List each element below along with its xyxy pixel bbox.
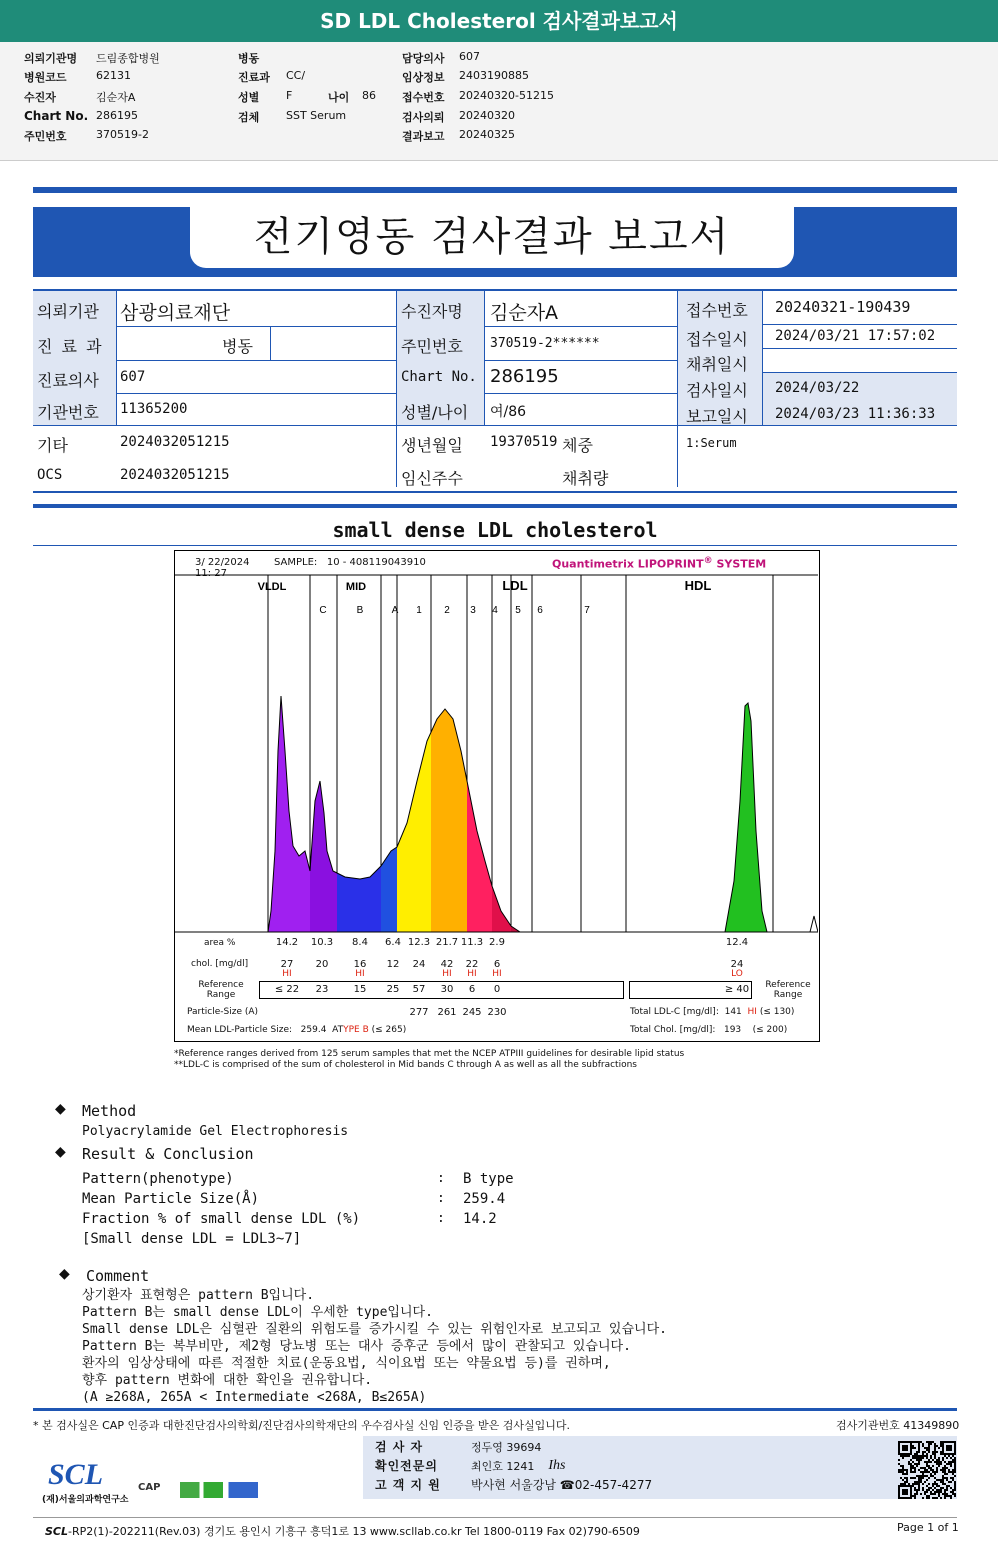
chol-flag: HI bbox=[282, 969, 292, 979]
band-fill bbox=[268, 551, 310, 932]
field-label: 주민번호 bbox=[401, 337, 463, 356]
field-value: 병동 bbox=[222, 337, 253, 356]
field-value: 김순자A bbox=[490, 302, 559, 324]
ref-value: 30 bbox=[440, 984, 454, 995]
area-value: 12.4 bbox=[725, 937, 749, 948]
area-value: 14.2 bbox=[275, 937, 299, 948]
comment-line: Pattern B는 small dense LDL이 우세한 type입니다. bbox=[82, 1305, 433, 1320]
scl-logo: SCL bbox=[48, 1458, 104, 1491]
top-col3 bbox=[402, 50, 602, 147]
chart-sample: SAMPLE: 10 - 408119043910 bbox=[274, 557, 426, 568]
comment-line: 상기환자 표현형은 pattern B입니다. bbox=[82, 1288, 315, 1303]
particle-size-value: 230 bbox=[487, 1007, 507, 1018]
ref-value: 57 bbox=[412, 984, 426, 995]
comment-body bbox=[82, 1287, 667, 1406]
divider bbox=[33, 187, 957, 193]
label: 검사의뢰 bbox=[402, 111, 445, 124]
field-label: 수진자명 bbox=[401, 302, 463, 321]
result-value: 14.2 bbox=[463, 1211, 497, 1227]
group-label-mid: MID bbox=[345, 581, 367, 593]
chol-value: 12 bbox=[386, 959, 400, 970]
brand-tail: SYSTEM bbox=[712, 557, 767, 571]
area-value: 11.3 bbox=[460, 937, 484, 948]
value: 370519-2 bbox=[96, 128, 149, 141]
mean-label: Mean LDL-Particle Size: bbox=[187, 1025, 293, 1035]
value: 286195 bbox=[96, 109, 138, 122]
result-note: [Small dense LDL = LDL3~7] bbox=[82, 1231, 302, 1247]
chol-value: 6 bbox=[493, 959, 501, 970]
field-label: 체중 bbox=[562, 436, 593, 455]
chol-value: 22 bbox=[465, 959, 479, 970]
value: CC/ bbox=[286, 69, 306, 82]
total-ldl-label: Total LDL-C [mg/dl]: bbox=[630, 1007, 719, 1017]
particle-size-value: 245 bbox=[462, 1007, 482, 1018]
label: 병동 bbox=[238, 52, 260, 65]
page-number: Page 1 of 1 bbox=[897, 1521, 959, 1534]
band-label: A bbox=[391, 605, 399, 616]
total-chol-label: Total Chol. [mg/dl]: bbox=[630, 1025, 716, 1035]
label: 접수번호 bbox=[402, 91, 445, 104]
ref-value: 0 bbox=[493, 984, 501, 995]
chart-date: 3/ 22/2024 bbox=[195, 557, 250, 568]
field-value: 2024/03/21 17:57:02 bbox=[775, 328, 936, 344]
area-value: 12.3 bbox=[407, 937, 431, 948]
band-label: 2 bbox=[444, 605, 450, 616]
chol-flag: HI bbox=[355, 969, 365, 979]
area-value: 2.9 bbox=[489, 937, 505, 948]
value: 62131 bbox=[96, 69, 131, 82]
field-value: 20240321-190439 bbox=[775, 298, 911, 316]
field-label: 채취량 bbox=[562, 469, 609, 488]
staff-list bbox=[375, 1437, 652, 1494]
field-label: Chart No. bbox=[401, 369, 477, 385]
divider bbox=[33, 425, 677, 426]
value: 20240325 bbox=[459, 128, 515, 141]
field-label: 접수번호 bbox=[686, 301, 748, 320]
chol-value: 27 bbox=[280, 959, 294, 970]
result-value: B type bbox=[463, 1171, 514, 1187]
divider bbox=[33, 1517, 957, 1518]
total-ldl-flag: HI bbox=[747, 1007, 757, 1017]
method-text: Polyacrylamide Gel Electrophoresis bbox=[82, 1124, 349, 1139]
chart-footnote-1: *Reference ranges derived from 125 serum samples that met the NCEP ATPIII guidelines for desirable lipid status bbox=[174, 1049, 685, 1059]
cert-logos-icon bbox=[180, 1482, 258, 1498]
band-label: C bbox=[319, 605, 327, 616]
field-value: 370519-2****** bbox=[490, 336, 600, 351]
total-ldl-range: (≤ 130) bbox=[759, 1007, 795, 1017]
lab-number: 검사기관번호 41349890 bbox=[836, 1419, 960, 1432]
value: F bbox=[286, 89, 293, 102]
comment-line: 향후 pattern 변화에 대한 확인을 권유합니다. bbox=[82, 1373, 373, 1388]
band-fill bbox=[397, 551, 431, 932]
field-label: 임신주수 bbox=[401, 469, 463, 488]
band-fill bbox=[511, 551, 532, 932]
bullet-icon: ◆ bbox=[59, 1266, 70, 1282]
band-label: B bbox=[356, 605, 364, 616]
label: Chart No. bbox=[24, 109, 89, 123]
comment-line: Small dense LDL은 심혈관 질환의 위험도를 증가시킬 수 있는 위험인자로 보고되고 있습니다. bbox=[82, 1322, 667, 1337]
field-value: 여/86 bbox=[490, 404, 527, 420]
bullet-icon: ◆ bbox=[55, 1144, 66, 1160]
label: 담당의사 bbox=[402, 52, 445, 65]
field-value: 2024/03/23 11:36:33 bbox=[775, 406, 936, 422]
divider bbox=[33, 545, 957, 546]
qr-code-icon bbox=[898, 1441, 956, 1499]
band-label: 5 bbox=[515, 605, 521, 616]
report-title: 전기영동 검사결과 보고서 bbox=[190, 207, 794, 268]
result-row: Pattern(phenotype) bbox=[82, 1171, 234, 1187]
group-label-ldl: LDL bbox=[502, 578, 528, 593]
ref-value: ≥ 40 bbox=[724, 984, 750, 995]
brand-name: Quantimetrix LIPOPRINT bbox=[552, 557, 704, 571]
address-line bbox=[45, 1523, 640, 1539]
staff-value: 박사현 서울강남 ☎02-457-4277 bbox=[471, 1478, 653, 1492]
ref-label-right: Reference Range bbox=[765, 980, 811, 1000]
mean-type: YPE B bbox=[343, 1025, 369, 1035]
particle-size-value: 277 bbox=[409, 1007, 429, 1018]
chol-value: 24 bbox=[730, 959, 744, 970]
field-value: 286195 bbox=[490, 366, 559, 387]
band-label: 7 bbox=[584, 605, 590, 616]
field-label: 기관번호 bbox=[37, 403, 99, 422]
chart-footnote-2: **LDL-C is comprised of the sum of cholesterol in Mid bands C through A as well as all the subfractions bbox=[174, 1060, 637, 1070]
value: 2403190885 bbox=[459, 69, 529, 82]
field-value: 607 bbox=[120, 369, 146, 385]
field-value: 2024/03/22 bbox=[775, 380, 860, 396]
label: 진료과 bbox=[238, 71, 270, 84]
ref-value: 25 bbox=[386, 984, 400, 995]
staff-value: 정두영 39694 bbox=[471, 1440, 542, 1454]
divider bbox=[33, 360, 677, 361]
comment-title: Comment bbox=[86, 1267, 150, 1285]
field-label: 채취일시 bbox=[686, 355, 748, 374]
chol-flag: HI bbox=[492, 969, 502, 979]
field-value: 삼광의료재단 bbox=[120, 302, 231, 324]
particle-size-value: 261 bbox=[437, 1007, 457, 1018]
value: 20240320-51215 bbox=[459, 89, 554, 102]
result-sep: : bbox=[437, 1211, 445, 1226]
comment-line: 환자의 임상상태에 따른 적절한 치료(운동요법, 식이요법 또는 약물요법 등)를 권하며, bbox=[82, 1356, 611, 1371]
comment-line: Pattern B는 복부비만, 제2형 당뇨병 또는 대사 증후군 등에서 많이 관찰되고 있습니다. bbox=[82, 1339, 631, 1354]
comment-line: (A ≥268A, 265A < Intermediate <268A, B≤265A) bbox=[82, 1390, 427, 1405]
label: 검체 bbox=[238, 111, 260, 124]
field-label: 접수일시 bbox=[686, 330, 748, 349]
field-label: 성별/나이 bbox=[401, 403, 469, 422]
ref-value: 6 bbox=[468, 984, 476, 995]
field-label: 진료의사 bbox=[37, 371, 99, 390]
chol-flag: HI bbox=[467, 969, 477, 979]
band-label: 1 bbox=[416, 605, 422, 616]
field-value: 2024032051215 bbox=[120, 434, 230, 450]
divider bbox=[33, 504, 957, 508]
divider bbox=[33, 393, 677, 394]
field-label: 보고일시 bbox=[686, 407, 748, 426]
chol-label: chol. [mg/dl] bbox=[191, 959, 249, 969]
divider bbox=[270, 327, 271, 360]
label: 의뢰기관명 bbox=[24, 52, 78, 65]
staff-value: 최인호 1241 bbox=[471, 1459, 535, 1473]
band-label: 3 bbox=[470, 605, 476, 616]
ref-value: 15 bbox=[353, 984, 367, 995]
addr-logo: SCL bbox=[45, 1525, 69, 1538]
band-label: 6 bbox=[537, 605, 543, 616]
cap-badge: CAP bbox=[138, 1482, 161, 1493]
ref-value: ≤ 22 bbox=[274, 984, 300, 995]
divider bbox=[484, 291, 485, 425]
ref-range-box-left bbox=[259, 981, 624, 999]
area-value: 10.3 bbox=[310, 937, 334, 948]
section-title: small dense LDL cholesterol bbox=[332, 518, 658, 542]
chol-flag: HI bbox=[442, 969, 452, 979]
value: SST Serum bbox=[286, 109, 347, 122]
chart-time: 11: 27 bbox=[195, 568, 227, 579]
value: 607 bbox=[459, 50, 480, 63]
staff-label: 고 객 지 원 bbox=[375, 1478, 441, 1492]
value: 김순자A bbox=[96, 91, 136, 104]
label: 주민번호 bbox=[24, 130, 67, 143]
bullet-icon: ◆ bbox=[55, 1101, 66, 1117]
area-value: 21.7 bbox=[435, 937, 459, 948]
field-label: 기타 bbox=[37, 436, 68, 455]
top-col2 bbox=[238, 50, 398, 128]
brand-mark: ® bbox=[703, 556, 713, 566]
chol-flag: LO bbox=[731, 969, 743, 979]
field-value: 11365200 bbox=[120, 401, 188, 417]
area-label: area % bbox=[204, 938, 236, 948]
chol-value: 16 bbox=[353, 959, 367, 970]
total-ldl-value: 141 bbox=[724, 1007, 742, 1017]
value: 드림종합병원 bbox=[96, 52, 160, 65]
field-value: 2024032051215 bbox=[120, 467, 230, 483]
label: 수진자 bbox=[24, 91, 56, 104]
value: 20240320 bbox=[459, 109, 515, 122]
particle-label: Particle-Size (A) bbox=[187, 1007, 259, 1017]
band-label: 4 bbox=[492, 605, 498, 616]
label: 임상정보 bbox=[402, 71, 445, 84]
signature: Ihs bbox=[548, 1457, 566, 1473]
result-value: 259.4 bbox=[463, 1191, 506, 1207]
total-chol-value: 193 bbox=[723, 1025, 742, 1035]
result-row: Fraction % of small dense LDL (%) bbox=[82, 1211, 361, 1227]
top-col1 bbox=[24, 50, 224, 147]
addr-text: -RP2(1)-202211(Rev.03) 경기도 용인시 기흥구 흥덕1로 13 www.scllab.co.kr Tel 1800-0119 Fax 02)790-6509 bbox=[68, 1525, 640, 1538]
area-value: 6.4 bbox=[385, 937, 401, 948]
chol-value: 20 bbox=[315, 959, 329, 970]
staff-label: 확인전문의 bbox=[375, 1459, 438, 1473]
ref-range-box-right bbox=[629, 981, 752, 999]
result-row: Mean Particle Size(Å) bbox=[82, 1191, 260, 1207]
group-label-vldl: VLDL bbox=[257, 581, 287, 593]
total-ldl bbox=[630, 1007, 794, 1017]
page-header-title: SD LDL Cholesterol 검사결과보고서 bbox=[0, 0, 998, 42]
method-title: Method bbox=[82, 1102, 137, 1120]
result-sep: : bbox=[437, 1171, 445, 1186]
band-fill bbox=[725, 551, 773, 932]
field-label: 진 료 과 bbox=[37, 337, 104, 356]
result-title: Result & Conclusion bbox=[82, 1145, 254, 1163]
mean-value: 259.4 AT bbox=[300, 1025, 344, 1035]
area-value: 8.4 bbox=[352, 937, 368, 948]
total-chol-range: (≤ 200) bbox=[752, 1025, 788, 1035]
group-label-hdl: HDL bbox=[684, 578, 712, 593]
total-chol bbox=[630, 1025, 787, 1035]
mean-ldl-size bbox=[187, 1025, 406, 1035]
divider bbox=[116, 291, 117, 425]
field-label: 검사일시 bbox=[686, 381, 748, 400]
chol-value: 42 bbox=[440, 959, 454, 970]
label: 나이 bbox=[328, 91, 350, 104]
field-value: 19370519 bbox=[490, 434, 558, 450]
chol-value: 24 bbox=[412, 959, 426, 970]
cert-note: * 본 검사실은 CAP 인증과 대한진단검사의학회/진단검사의학재단의 우수검사실 신임 인증을 받은 검사실입니다. bbox=[33, 1419, 571, 1432]
divider bbox=[33, 1408, 957, 1411]
ref-value: 23 bbox=[315, 984, 329, 995]
staff-label: 검 사 자 bbox=[375, 1440, 424, 1454]
label: 결과보고 bbox=[402, 130, 445, 143]
label: 병원코드 bbox=[24, 71, 67, 84]
value: 86 bbox=[362, 89, 376, 102]
specimen-value: 1:Serum bbox=[686, 436, 737, 450]
mean-range: (≤ 265) bbox=[368, 1025, 407, 1035]
result-sep: : bbox=[437, 1191, 445, 1206]
field-label: 의뢰기관 bbox=[37, 302, 99, 321]
scl-logo-sub: (재)서울의과학연구소 bbox=[42, 1495, 129, 1505]
field-label: OCS bbox=[37, 467, 63, 483]
divider bbox=[33, 326, 677, 327]
label: 성별 bbox=[238, 91, 260, 104]
field-label: 생년월일 bbox=[401, 436, 463, 455]
ref-label: Reference Range bbox=[198, 980, 244, 1000]
